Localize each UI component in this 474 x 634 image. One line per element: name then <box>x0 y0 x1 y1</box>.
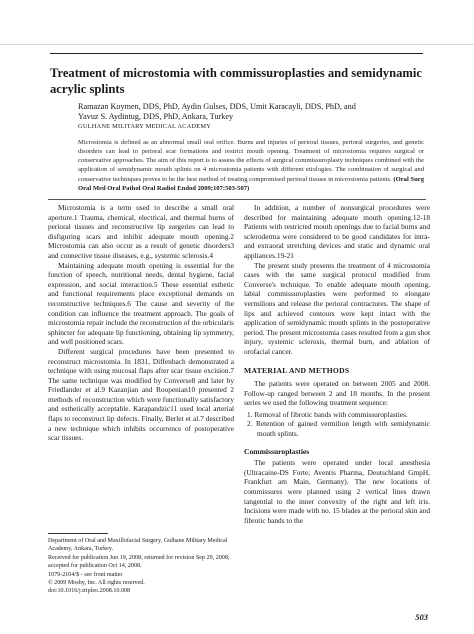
footnote-received: Received for publication Jun 19, 2008; returned for revision Sep 29, 2008; accepted for publication Oct 14, 2008. <box>48 554 230 570</box>
footnote-department: Department of Oral and Maxillofacial Surgery, Gulhane Military Medical Academy, Ankara, Turkey. <box>48 538 228 553</box>
article-title: Treatment of microstomia with commissuroplasties and semidynamic acrylic splints <box>50 66 422 96</box>
treatment-sequence-list <box>244 410 430 439</box>
subsection-heading: Commissuroplasties <box>244 446 310 456</box>
abstract-divider <box>48 199 426 200</box>
authors-line-2: Yavuz S. Aydintug, DDS, PhD, Ankara, Turkey <box>78 112 234 122</box>
top-divider <box>0 44 474 45</box>
methods-paragraph: The patients were operated on between 2005 and 2008. Follow-up ranged between 2 and 18 months. In the present series we used the following treatment sequence: <box>244 379 430 408</box>
footnote-issn: 1079-2104/$ - see front matter <box>48 571 123 578</box>
list-item: 1. Removal of fibrotic bands with commissuroplasties. <box>247 409 408 419</box>
intro-paragraph-2: Maintaining adequate mouth opening is essential for the function of speech, nutritional needs, dental hygiene, facial expression, and social interaction.5 These essential esthetic and functional requirements place exceptional demands on reconstructive techniques.6 The cause and severity of the condition can influence the treatment approach. The goals of microstomia repair include the reconstruction of the orbicularis sphincter for adequate lip functioning, obtaining lip symmetry, and well positioned scars. <box>48 260 234 347</box>
footnote-rule <box>48 533 108 534</box>
abstract-text: Microstomia is defined as an abnormal small oral orifice. Burns and injuries of perioral tissues, perioral surgeries, and genetic disorders can lead to perioral scar formations and restrict mouth opening. Treatment of microstomia requires surgical or conservative approaches. The aim of this report is to assess the effects of surgical commissuroplasty techniques combined with the application of semidynamic mouth splints on 4 microstomia patients with different etiologies. The combination of surgical and conservative techniques proves to be the best method of treating compromised perioral tissues in microstomia patients. <box>78 139 424 183</box>
footnote-doi: doi:10.1016/j.tripleo.2008.10.008 <box>48 588 131 595</box>
intro-paragraph-1: Microstomia is a term used to describe a small oral aperture.1 Trauma, chemical, electrical, and thermal burns of perioral tissues and reconstructive lip surgeries can lead to disfiguring scars and inhibit adequate mouth opening.2 Microstomia can also occur as a result of genetic disorders3 and connective tissue diseases, e.g., systemic sclerosis.4 <box>48 203 234 260</box>
intro-paragraph-3: Different surgical procedures have been presented to reconstruct microstomia. In 1831, Diffenbach demonstrated a technique with using mucosal flaps after scar tissue excision.7 The same technique was modified by Converse8 and later by Friedlander et al.9 Kazanjian and Roopenian10 presented 2 methods of reconstruction which were functionally satisfactory and esthetically acceptable. Karapandzic11 used local arterial flaps to reconstruct lip defects. Finally, Berlet et al.7 described a new technique which inhibits occurrence of postoperative scar tissues. <box>48 346 234 443</box>
footnotes <box>48 537 234 596</box>
author-list <box>78 102 438 123</box>
right-column <box>244 203 430 525</box>
commissuroplasty-paragraph: The patients were operated under local anesthesia (Ultracaine-DS Forte; Aventis Pharma, Deutschland GmpH, Frankfurt am Main, Germany). The new locations of commissures were planned using 2 vertical lines drawn tangential to the inner convexity of the right and left iris. Incisions were made with no. 15 blades at the perioral skin and fibrotic bands to the <box>244 458 430 525</box>
footnote-copyright: © 2009 Mosby, Inc. All rights reserved. <box>48 580 145 587</box>
page-number: 503 <box>415 612 428 622</box>
intro-paragraph-5: The present study presents the treatment of 4 microstomia cases with the same surgical protocol modified from Converse's technique. To enable adequate mouth opening, labial commissuroplasties were performed to elongate vermilions and release the perioral contractures. The shape of lips and achieved contours were kept intact with the application of semidynamic mouth splints in the postoperative period. The present microstomia cases resulted from a gun shot injury, systemic sclerosis, thermal burn, and ablation of orofacial cancer. <box>244 260 430 356</box>
authors-line-1: Ramazan Koymen, DDS, PhD, Aydin Gulses, DDS, Umit Karacayli, DDS, PhD, and <box>78 102 356 111</box>
abstract <box>78 138 424 193</box>
list-item: 2. Retention of gained vermilion length with semidynamic mouth splints. <box>247 419 430 439</box>
journal-citation: (Oral Surg Oral Med Oral Pathol Oral Radiol Endod 2009;107:503-507) <box>78 175 424 192</box>
section-heading: MATERIAL AND METHODS <box>244 365 350 375</box>
left-column <box>48 203 234 443</box>
affiliation: GULHANE MILITARY MEDICAL ACADEMY <box>78 123 212 130</box>
intro-paragraph-4: In addition, a number of nonsurgical procedures were described for maintaining adequate mouth opening.12-18 Patients with restricted mouth openings due to facial burns and scleroderma were considered to be good candidates for intra- and extraoral stretching devices and static and dynamic oral appliances.19-21 <box>244 203 430 260</box>
title-rule <box>50 53 423 54</box>
